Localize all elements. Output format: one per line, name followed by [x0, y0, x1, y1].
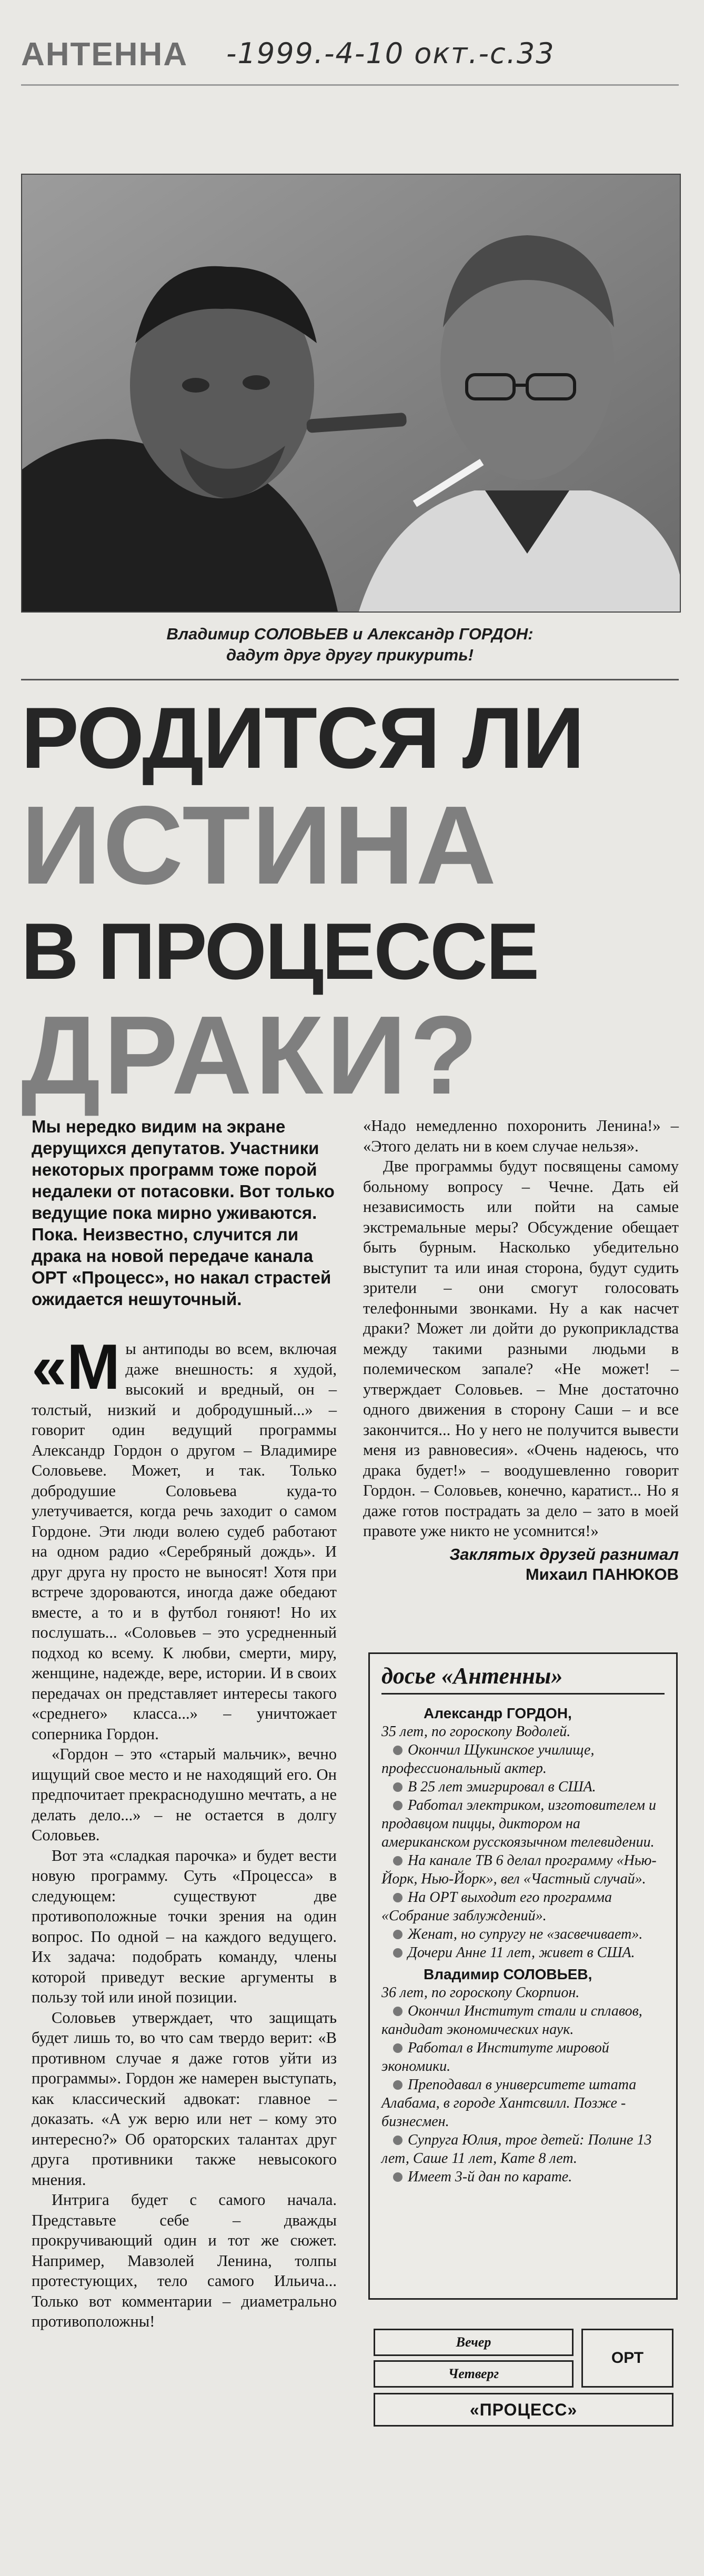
- schedule-channel-box: [581, 2329, 673, 2388]
- dossier-fact-text: Преподавал в университете штата Алабама, в городе Хантсвилл. Позже - бизнесмен.: [381, 2077, 637, 2130]
- headline-line-4: ДРАКИ?: [21, 993, 481, 1117]
- photo-caption: [21, 624, 679, 666]
- bullet-icon: [393, 1948, 403, 1958]
- headline-line-1: РОДИТСЯ ЛИ: [21, 689, 584, 786]
- caption-rule: [21, 679, 679, 680]
- bullet-icon: [393, 1782, 403, 1792]
- dossier-fact: [381, 2039, 665, 2076]
- dossier-fact: [381, 1741, 665, 1778]
- bullet-icon: [393, 1801, 403, 1810]
- article-right-column: [363, 1116, 679, 1585]
- dossier-fact: [381, 1943, 665, 1962]
- dossier-person-2-name: Владимир СОЛОВЬЕВ,: [424, 1966, 592, 1982]
- dossier-fact-text: Работал электриком, изготовителем и продавцом пиццы, диктором на американском русскоязычном телевидении.: [381, 1797, 656, 1850]
- schedule-program: «ПРОЦЕСС»: [469, 2400, 578, 2419]
- schedule-weekday-box: [374, 2360, 574, 2388]
- bullet-icon: [393, 2043, 403, 2053]
- article-signoff: Заклятых друзей разнимал: [449, 1545, 679, 1563]
- article-paragraph-1: «М ы антиподы во всем, включая даже внешность: я худой, высокий и вредный, он – толстый, низкий и добродушный...» – говорит один ведущий программы Александр Гордон о другом – Владимире Соловьеве. Может, и так. Только добродушие Соловьева куда-то улетучивается, когда речь заходит о самом Гордоне. Эти люди волею судеб работают на одном радио «Серебряный дождь». И друг друга ну просто не выносят! Хотя при встрече здороваются, иногда даже обедают вместе, а то и в футбол гоняют! Но их послушать... «Соловьев – это усредненный подход ко всему. К любви, смерти, миру, женщине, надежде, вере, истории. И в своих передачах он представляет интересы такого «среднего» класса...» – уничтожает соперника Гордон.: [32, 1331, 337, 1743]
- dossier-fact-text: На канале ТВ 6 делал программу «Нью-Йорк, Нью-Йорк», вел «Частный случай».: [381, 1852, 657, 1887]
- dossier-fact-text: Имеет 3-й дан по карате.: [408, 2169, 572, 2185]
- dossier-fact-text: Супруга Юлия, трое детей: Полине 13 лет, Саше 11 лет, Кате 8 лет.: [381, 2132, 652, 2167]
- dossier-fact-text: Женат, но супругу не «засвечивает».: [408, 1926, 643, 1942]
- schedule-day-box: [374, 2329, 574, 2356]
- dossier-fact-text: На ОРТ выходит его программа «Собрание заблуждений».: [381, 1889, 612, 1924]
- article-paragraph-2: «Гордон – это «старый мальчик», вечно ищущий свое место и не находящий его. Он предпочитает прекраснодушно мечтать, а не делать дело...» – не остается в долгу Соловьев.: [32, 1745, 337, 1844]
- dossier-fact: [381, 2002, 665, 2039]
- dossier-fact: [381, 2168, 665, 2186]
- article-left-column: [32, 1116, 337, 2332]
- dossier-fact-text: Дочери Анне 11 лет, живет в США.: [408, 1944, 635, 1961]
- bullet-icon: [393, 1893, 403, 1902]
- bullet-icon: [393, 2136, 403, 2145]
- headline-line-3: В ПРОЦЕССЕ: [21, 907, 538, 996]
- dossier-person-1-name: Александр ГОРДОН,: [424, 1705, 572, 1721]
- caption-line-2: дадут друг другу прикурить!: [226, 646, 474, 664]
- dossier-fact: [381, 2076, 665, 2131]
- article-paragraph-7: Две программы будут посвящены самому больному вопросу – Чечне. Дать ей независимость или пойти на самые экстремальные меры? Обсуждение обещает быть бурным. Насколько убедительно выступит та или иная сторона, будут судить зрители – они смогут голосовать телефонными звонками. Ну а как насчет драки? Может ли дойти до рукоприкладства между такими разными людьми в полемическом запале? «Не может! – утверждает Соловьев. – Мне достаточно одного движения в сторону Саши – и все закончится... Но у него не получится вывести меня из равновесия». «Очень надеюсь, что драка будет!» – воодушевленно говорит Гордон. – Соловьев, конечно, каратист... Но я даже готов пострадать за дело – зато в моей правоте уже никто не усомнится!»: [363, 1157, 679, 1540]
- newspaper-name: АНТЕННА: [21, 36, 188, 73]
- bullet-icon: [393, 2080, 403, 2090]
- bullet-icon: [393, 1856, 403, 1866]
- schedule-box: [374, 2329, 673, 2429]
- article-paragraph-6: «Надо немедленно похоронить Ленина!» – «Этого делать ни в коем случае нельзя».: [363, 1117, 679, 1155]
- dossier-fact: [381, 1778, 665, 1796]
- caption-line-1: Владимир СОЛОВЬЕВ и Александр ГОРДОН:: [166, 625, 534, 643]
- dossier-fact: [381, 1851, 665, 1888]
- masthead: [21, 32, 679, 79]
- drop-cap: «М: [32, 1331, 120, 1402]
- schedule-day: Вечер: [456, 2334, 491, 2350]
- dossier-person-2-facts: [381, 2002, 665, 2186]
- bullet-icon: [393, 2007, 403, 2016]
- article-paragraph-4: Соловьев утверждает, что защищать будет лишь то, во что сам твердо верит: «В противном случае я даже готов уйти из программы». Гордон же намерен выступать, как классический адвокат: главное – доказать. «А уж верю или нет – кому это интересно?» Об ораторских талантах друг друга противники также невысокого мнения.: [32, 2008, 337, 2189]
- dossier-fact: [381, 1925, 665, 1943]
- bullet-icon: [393, 2172, 403, 2182]
- photo-illustration: [22, 175, 680, 612]
- dossier-fact-text: В 25 лет эмигрировал в США.: [408, 1779, 596, 1795]
- dossier-fact: [381, 1888, 665, 1925]
- schedule-weekday: Четверг: [448, 2366, 499, 2381]
- dossier-person-2-note: 36 лет, по гороскопу Скорпион.: [381, 1984, 580, 2001]
- dossier-person-1-facts: [381, 1741, 665, 1962]
- bullet-icon: [393, 1930, 403, 1939]
- article-lead: Мы нередко видим на экране дерущихся депутатов. Участники некоторых программ тоже порой недалеки от потасовки. Вот только ведущие пока мирно уживаются. Пока. Неизвестно, случится ли драка на новой передаче канала ОРТ «Процесс», но накал страстей ожидается нешуточный.: [32, 1117, 335, 1309]
- article-paragraph-5: Интрига будет с самого начала. Представьте себе – дважды прокручивающий один и тот же сюжет. Например, Мавзолей Ленина, толпы протестующих, тело самого Ильича... Только вот комментарии – диаметрально противоположны!: [32, 2191, 337, 2330]
- bullet-icon: [393, 1746, 403, 1755]
- handwritten-date-note: -1999.-4-10 окт.-с.33: [226, 37, 555, 70]
- dossier-fact: [381, 1796, 665, 1851]
- dossier-box: [368, 1652, 678, 2300]
- dossier-title: досье «Антенны»: [381, 1661, 665, 1695]
- schedule-program-box: [374, 2393, 673, 2427]
- hosts-photo: [21, 174, 681, 613]
- article-paragraph-3: Вот эта «сладкая парочка» и будет вести новую программу. Суть «Процесса» в следующем: существуют две противоположные точки зрения на один вопрос. По одной – на каждого ведущего. Их задача: подобрать команду, члены которой приведут веские аргументы в пользу той или иной позиции.: [32, 1846, 337, 2006]
- masthead-rule: [21, 84, 679, 86]
- dossier-fact-text: Работал в Институте мировой экономики.: [381, 2040, 609, 2074]
- schedule-channel: ОРТ: [611, 2349, 644, 2367]
- dossier-person-1-note: 35 лет, по гороскопу Водолей.: [381, 1723, 571, 1740]
- article-author: Михаил ПАНЮКОВ: [525, 1565, 679, 1583]
- headline: [21, 684, 684, 1117]
- dossier-fact-text: Окончил Институт стали и сплавов, кандидат экономических наук.: [381, 2003, 642, 2038]
- dossier-fact-text: Окончил Щукинское училище, профессиональный актер.: [381, 1742, 595, 1777]
- dossier-fact: [381, 2131, 665, 2168]
- headline-line-2: ИСТИНА: [21, 783, 498, 907]
